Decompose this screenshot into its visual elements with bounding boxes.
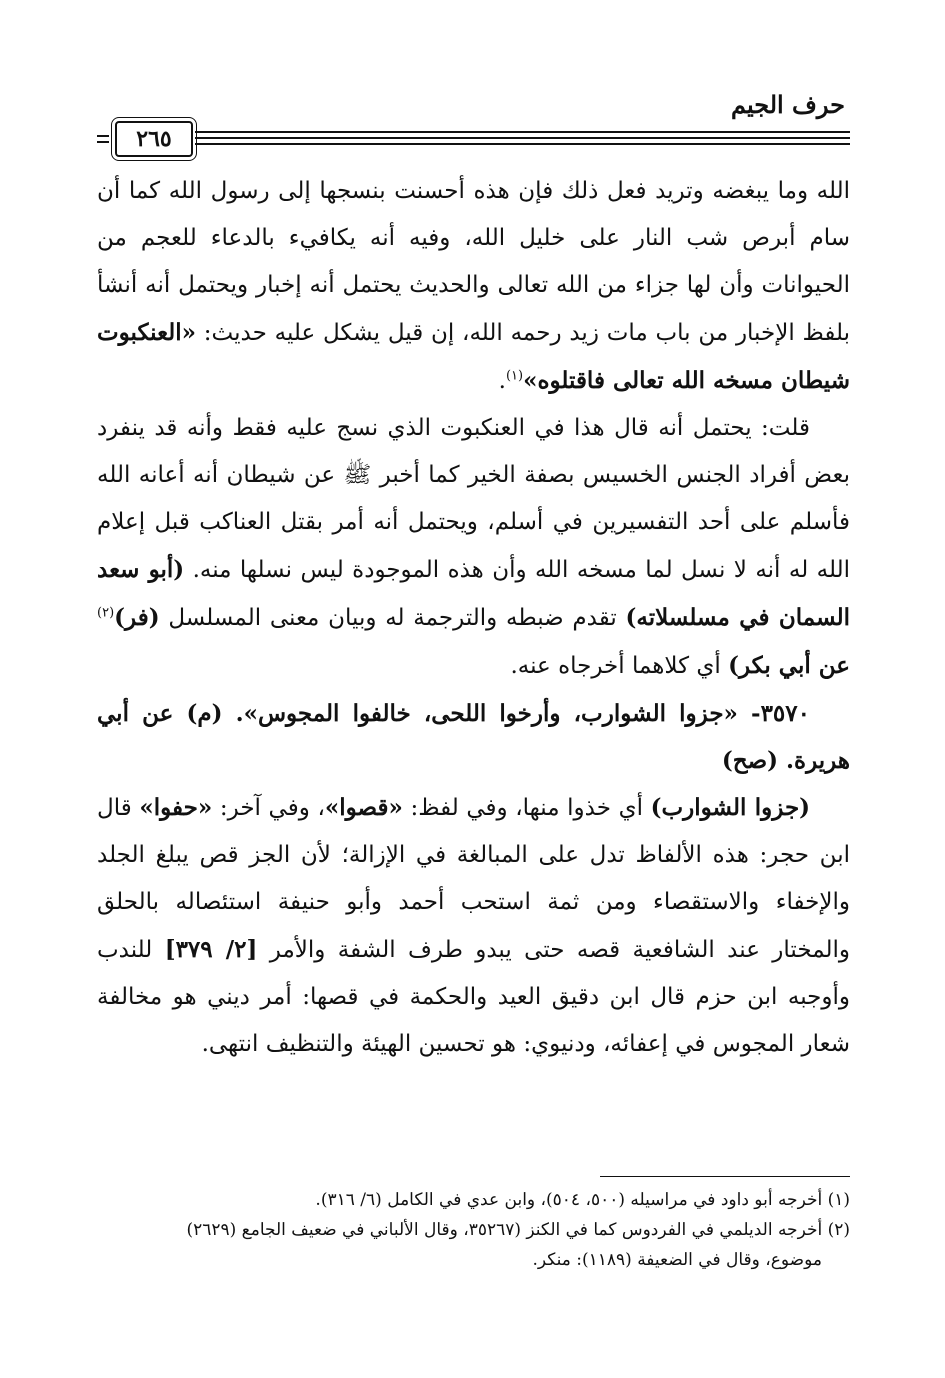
page-number: ٢٦٥ — [136, 126, 172, 152]
source-ref: (أبو سعد السمان في مسلسلاته) — [97, 556, 851, 631]
footnote-ref-2: (٢) — [97, 605, 115, 621]
main-text — [97, 168, 850, 1068]
hadith-heading: ٣٥٧٠- «جزوا الشوارب، وأرخوا اللحى، خالفوا المجوس». (م) عن أبي هريرة. (صح) — [97, 700, 850, 774]
page-number-frame — [115, 121, 193, 157]
footnote-1: (١) أخرجه أبو داود في مراسيله (٥٠٠، ٥٠٤)، وابن عدي في الكامل (٦/ ٣١٦). — [315, 1190, 850, 1210]
volume-page-ref: [٢/ ٣٧٩] — [164, 936, 258, 963]
variant-2: «حفوا» — [139, 794, 213, 821]
text-end: . — [498, 368, 506, 394]
text-line: الله له أنه لا نسل لما مسخه الله وأن هذه الموجودة ليس نسلها منه. — [192, 557, 850, 583]
header-rule-left-top — [97, 135, 109, 137]
text-line: الحيوانات وأن لها جزاء من الله تعالى والحديث يحتمل أنه إخبار ويحتمل أنه — [145, 272, 850, 298]
header-rule-mid — [195, 137, 850, 139]
paragraph-1 — [97, 168, 850, 405]
text-span: قال ابن حجر: هذه الألفاظ تدل على المبالغة في الإزالة؛ لأن الجز قص يبلغ الجلد والإخفاء والاستقصاء ومن ثمة استحب أحمد وأبو حنيفة استئصاله بالحلق والمختار عند الشافعية قصه حتى يبدو طرف الشفة والأمر — [97, 795, 851, 963]
text-span: تقدم ضبطه والترجمة له وبيان معنى المسلسل — [168, 605, 617, 631]
header-rule-left-bottom — [97, 141, 109, 143]
text-line: الله وما يبغضه وتريد فعل ذلك فإن هذه أحسنت بنسجها إلى رسول الله كما أن — [97, 178, 850, 204]
hadith-quote: «العنكبوت شيطان مسخه الله تعالى فاقتلوه» — [97, 319, 850, 394]
source-code: (فر) — [114, 604, 160, 631]
header-rule-bottom — [195, 143, 850, 145]
text-line: فأسلم على أحد التفسيرين في أسلم، ويحتمل أنه أمر بقتل العناكب قبل إعلام — [97, 509, 850, 535]
text-line: أنشأ بلفظ الإخبار من باب مات زيد رحمه الله، إن قيل يشكل عليه حديث: — [97, 272, 850, 346]
text-span: للندب وأوجبه ابن حزم قال ابن دقيق العيد والحكمة في قصها: أمر ديني هو مخالفة شعار المجوس في إعفائه، ودنيوي: هو تحسين الهيئة والتنظيف انتهى. — [97, 937, 850, 1057]
paragraph-2 — [97, 405, 850, 690]
footnote-2-continued: موضوع، وقال في الضعيفة (١١٨٩): منكر. — [532, 1250, 822, 1270]
footnote-2: (٢) أخرجه الديلمي في الفردوس كما في الكنز (٣٥٢٦٧، وقال الألباني في ضعيف الجامع (٢٦٢٩) — [186, 1220, 850, 1240]
footnote-ref-1: (١) — [505, 368, 524, 384]
variant-1: «قصوا» — [324, 794, 403, 821]
text-span: ، وفي آخر: — [219, 795, 325, 821]
footnotes — [97, 1185, 850, 1275]
text-line: بعض أفراد الجنس الخسيس بصفة الخير كما أخبر ﷺ عن شيطان أنه أعانه الله — [97, 462, 850, 488]
hadith-phrase: (جزوا الشوارب) — [650, 794, 811, 821]
text-span: أي خذوا منها، وفي لفظ: — [410, 795, 643, 821]
footnote-separator — [600, 1176, 850, 1177]
paragraph-3 — [97, 784, 850, 1068]
header-rule-top — [195, 131, 850, 133]
text-span: أي كلاهما أخرجاه عنه. — [510, 653, 721, 679]
text-line: قلت: يحتمل أنه قال هذا في العنكبوت الذي نسج عليه فقط وأنه قد ينفرد — [97, 415, 810, 441]
chapter-title: حرف الجيم — [731, 90, 845, 119]
text-line: سام أبرص شب النار على خليل الله، وفيه أنه يكافيء بالدعاء للعجم من — [97, 225, 850, 251]
narrator-ref: عن أبي بكر) — [728, 652, 850, 679]
